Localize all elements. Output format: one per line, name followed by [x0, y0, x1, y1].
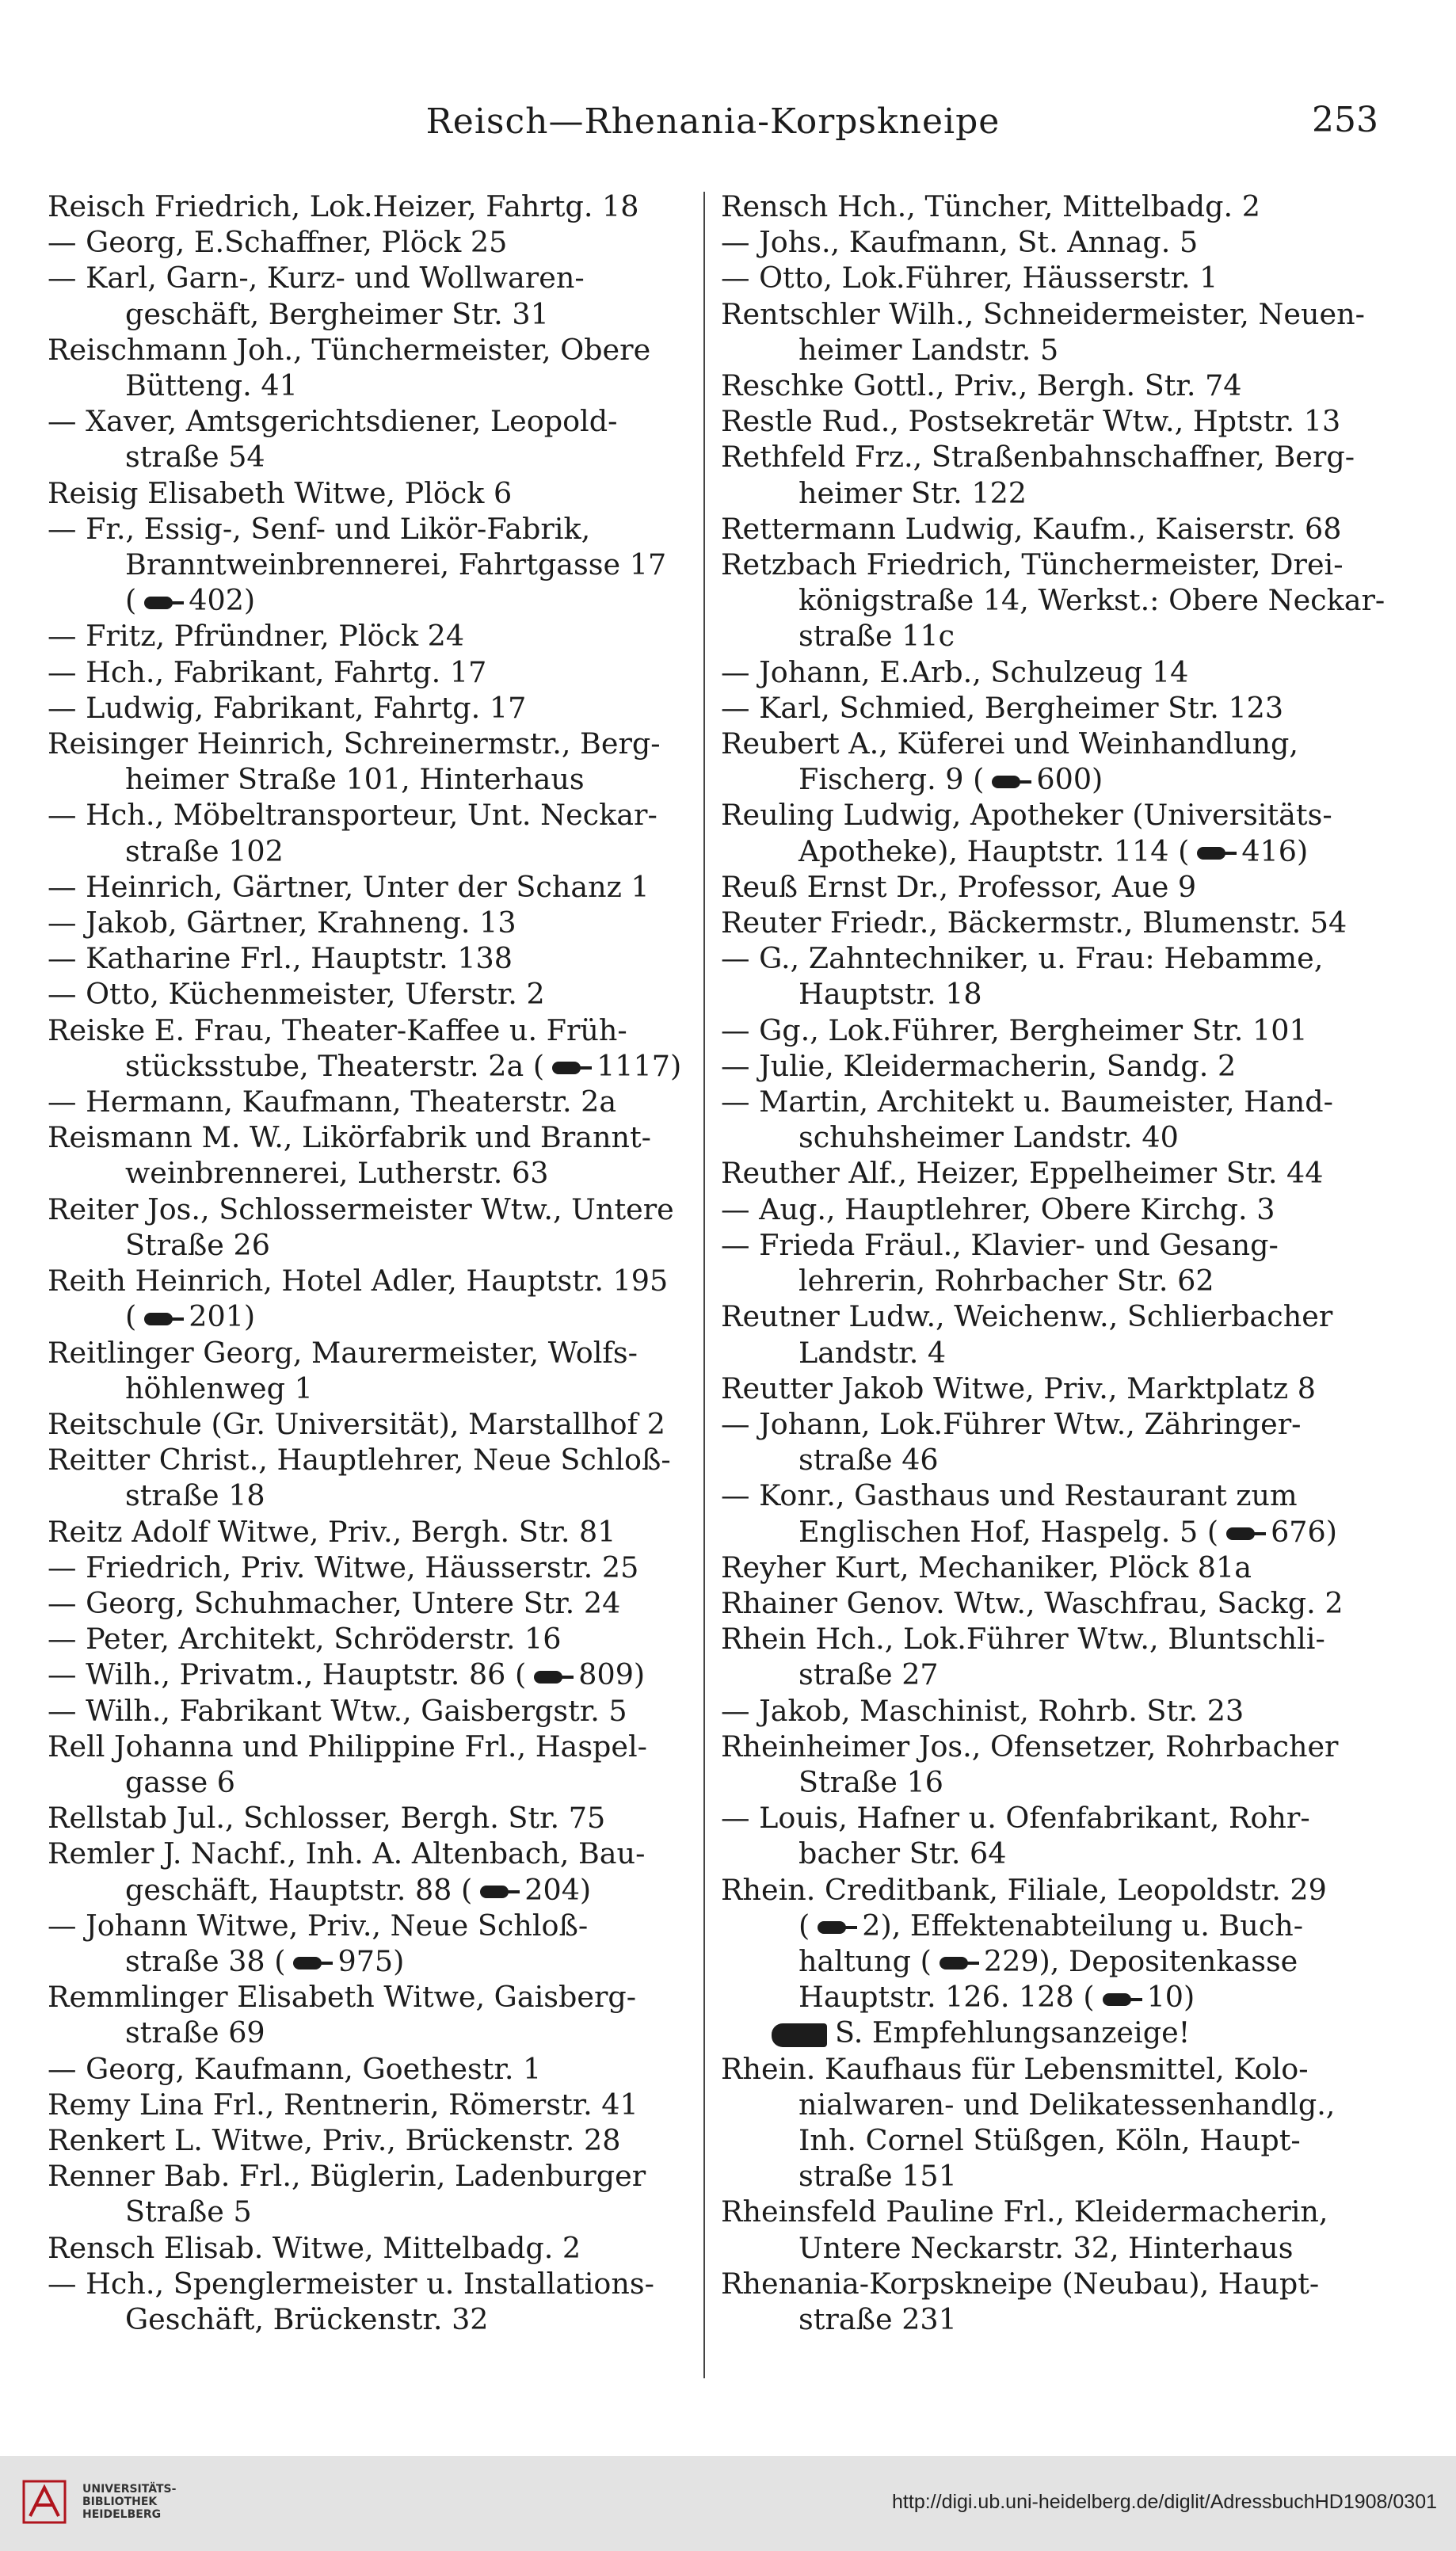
line-text: ) [393, 1943, 405, 1978]
phone-number: 201 [189, 1299, 244, 1334]
entry-continuation-line: Bütteng. 41 [125, 368, 298, 403]
entry-first-line: — Otto, Lok.Führer, Häusserstr. 1 [721, 261, 1218, 296]
line-text: Fischerg. 9 ( [799, 762, 985, 797]
entry-continuation-line: Geschäft, Brückenstr. 32 [125, 2301, 489, 2336]
entry-first-line: Rheinsfeld Pauline Frl., Kleidermacherin, [721, 2194, 1328, 2229]
entry-first-line: Reschke Gottl., Priv., Bergh. Str. 74 [721, 368, 1242, 403]
directory-entry [48, 1442, 697, 1513]
directory-entry [721, 296, 1370, 368]
directory-entry [48, 1585, 697, 1621]
entry-continuation-line: straße 69 [125, 2015, 265, 2050]
directory-line [48, 1943, 697, 1979]
entry-first-line: — Katharine Frl., Hauptstr. 138 [48, 941, 513, 976]
entry-first-line: Reuther Alf., Heizer, Eppelheimer Str. 44 [721, 1156, 1324, 1191]
directory-entry [48, 1550, 697, 1585]
line-text: geschäft, Hauptstr. 88 ( [125, 1872, 473, 1907]
directory-line [48, 1872, 697, 1908]
entry-first-line: — Louis, Hafner u. Ofenfabrikant, Rohr- [721, 1801, 1310, 1836]
entry-first-line: — Aug., Hauptlehrer, Obere Kirchg. 3 [721, 1192, 1275, 1226]
directory-entry [721, 224, 1370, 260]
directory-entry [48, 260, 697, 331]
entry-first-line: — Martin, Architekt u. Baumeister, Hand- [721, 1085, 1333, 1119]
directory-entry [721, 1550, 1370, 1585]
entry-first-line: Restle Rud., Postsekretär Wtw., Hptstr. 13 [721, 404, 1341, 439]
directory-entry [48, 618, 697, 654]
entry-first-line: — Jakob, Gärtner, Krahneng. 13 [48, 906, 516, 940]
telephone-icon [1098, 1992, 1144, 2007]
entry-continuation-line: Straße 26 [125, 1227, 270, 1262]
directory-entry [721, 1693, 1370, 1729]
directory-entry [721, 2015, 1370, 2050]
entry-first-line: — Ludwig, Fabrikant, Fahrtg. 17 [48, 690, 527, 725]
entry-continuation-line: straße 231 [799, 2301, 957, 2336]
entry-continuation-line: straße 102 [125, 833, 284, 868]
directory-entry [48, 2122, 697, 2158]
page-number: 253 [1312, 100, 1378, 140]
directory-entry [48, 905, 697, 940]
entry-first-line: Reiter Jos., Schlossermeister Wtw., Untere [48, 1192, 674, 1226]
entry-first-line: Reitz Adolf Witwe, Priv., Bergh. Str. 81 [48, 1514, 616, 1549]
line-text: Apotheke), Hauptstr. 114 ( [799, 833, 1190, 868]
directory-entry [48, 475, 697, 511]
directory-line [721, 761, 1370, 797]
directory-entry [721, 189, 1370, 224]
entry-first-line: — Fr., Essig-, Senf- und Likör-Fabrik, [48, 511, 591, 546]
telephone-icon [935, 1956, 981, 1970]
directory-line [721, 1908, 1370, 1943]
line-text: — Wilh., Privatm., Hauptstr. 86 ( [48, 1657, 527, 1692]
entry-first-line: — Georg, E.Schaffner, Plöck 25 [48, 225, 508, 260]
directory-entry [721, 1800, 1370, 1871]
entry-continuation-line: Straße 5 [125, 2194, 252, 2229]
entry-first-line: Reubert A., Küferei und Weinhandlung, [721, 726, 1298, 761]
directory-entry [721, 1621, 1370, 1692]
phone-number: 600 [1036, 762, 1092, 797]
directory-entry [48, 1084, 697, 1119]
line-text: haltung ( [799, 1943, 932, 1978]
directory-entry [48, 726, 697, 797]
directory-entry [48, 332, 697, 403]
entry-first-line: Rhainer Genov. Wtw., Waschfrau, Sackg. 2 [721, 1585, 1344, 1620]
directory-entry [721, 1155, 1370, 1191]
line-text: Hauptstr. 126. 128 ( [799, 1980, 1095, 2015]
directory-entry [721, 1192, 1370, 1227]
directory-entry [721, 797, 1370, 868]
directory-entry [721, 403, 1370, 439]
entry-continuation-line: schuhsheimer Landstr. 40 [799, 1120, 1179, 1155]
entry-first-line: — Xaver, Amtsgerichtsdiener, Leopold- [48, 404, 618, 439]
entry-first-line: — Frieda Fräul., Klavier- und Gesang- [721, 1227, 1279, 1262]
entry-first-line: Renkert L. Witwe, Priv., Brückenstr. 28 [48, 2122, 621, 2157]
entry-continuation-line: geschäft, Bergheimer Str. 31 [125, 296, 549, 331]
phone-number: 809 [578, 1657, 634, 1692]
entry-continuation-line: bacher Str. 64 [799, 1836, 1007, 1871]
directory-line [721, 1943, 1370, 1979]
entry-first-line: Reitter Christ., Hauptlehrer, Neue Schloß- [48, 1443, 671, 1478]
entry-continuation-line: weinbrennerei, Lutherstr. 63 [125, 1156, 549, 1191]
entry-continuation-line: straße 11c [799, 619, 955, 654]
directory-line [48, 1048, 697, 1084]
line-text: ) [633, 1657, 646, 1692]
telephone-icon [987, 775, 1033, 789]
directory-entry [48, 2266, 697, 2337]
entry-first-line: Reutter Jakob Witwe, Priv., Marktplatz 8 [721, 1371, 1316, 1405]
directory-entry [48, 1514, 697, 1550]
directory-line [48, 1657, 697, 1692]
line-text: ) [1325, 1514, 1337, 1549]
line-text: stücksstube, Theaterstr. 2a ( [125, 1048, 545, 1083]
entry-first-line: Reisch Friedrich, Lok.Heizer, Fahrtg. 18 [48, 189, 639, 223]
entry-first-line: — Johann Witwe, Priv., Neue Schloß- [48, 1908, 589, 1943]
line-text: ), Depositenkasse [1039, 1943, 1298, 1978]
directory-entry [721, 1872, 1370, 2015]
entry-first-line: — Johann, Lok.Führer Wtw., Zähringer- [721, 1406, 1302, 1441]
directory-entry [48, 1119, 697, 1191]
entry-first-line: Reyher Kurt, Mechaniker, Plöck 81a [721, 1550, 1252, 1584]
entry-first-line: — Gg., Lok.Führer, Bergheimer Str. 101 [721, 1012, 1308, 1047]
directory-entry [721, 1227, 1370, 1298]
line-text: ) [1092, 762, 1103, 797]
entry-first-line: Rellstab Jul., Schlosser, Bergh. Str. 75 [48, 1801, 606, 1836]
entry-first-line: Rensch Elisab. Witwe, Mittelbadg. 2 [48, 2230, 581, 2265]
library-name: UNIVERSITÄTS- BIBLIOTHEK HEIDELBERG [82, 2483, 177, 2521]
directory-entry [48, 1263, 697, 1334]
directory-entry [48, 869, 697, 905]
page-header [48, 93, 1378, 149]
directory-entry [721, 1084, 1370, 1155]
directory-entry [48, 1729, 697, 1800]
directory-entry [48, 224, 697, 260]
entry-first-line: — Otto, Küchenmeister, Uferstr. 2 [48, 977, 545, 1012]
phone-number: 1117 [597, 1048, 670, 1083]
entry-continuation-line: nialwaren- und Delikatessenhandlg., [799, 2087, 1336, 2122]
line-text: Englischen Hof, Haspelg. 5 ( [799, 1514, 1219, 1549]
directory-entry [721, 905, 1370, 940]
phone-number: 676 [1271, 1514, 1326, 1549]
entry-first-line: Reuter Friedr., Bäckermstr., Blumenstr. 54 [721, 906, 1347, 940]
right-column [721, 189, 1385, 2337]
entry-first-line: Rentschler Wilh., Schneidermeister, Neuen- [721, 296, 1365, 331]
directory-line [721, 1514, 1370, 1550]
directory-entry [48, 1192, 697, 1263]
entry-first-line: — Hch., Spenglermeister u. Installations- [48, 2266, 654, 2301]
entry-first-line: — Johann, E.Arb., Schulzeug 14 [721, 654, 1189, 689]
directory-entry [48, 1335, 697, 1406]
entry-first-line: Remmlinger Elisabeth Witwe, Gaisberg- [48, 1980, 637, 2015]
entry-continuation-line: Untere Neckarstr. 32, Hinterhaus [799, 2230, 1294, 2265]
entry-first-line: — Jakob, Maschinist, Rohrb. Str. 23 [721, 1693, 1244, 1728]
directory-line [721, 833, 1370, 869]
line-text: ) [579, 1872, 592, 1907]
entry-first-line: — Georg, Schuhmacher, Untere Str. 24 [48, 1585, 621, 1620]
directory-entry [48, 1800, 697, 1836]
directory-entry [48, 1908, 697, 1979]
phone-number: 10 [1146, 1980, 1184, 2015]
directory-entry [48, 189, 697, 224]
directory-entry [48, 2087, 697, 2122]
entry-first-line: — Hch., Fabrikant, Fahrtg. 17 [48, 654, 487, 689]
directory-entry [48, 2158, 697, 2229]
entry-first-line: Remler J. Nachf., Inh. A. Altenbach, Bau- [48, 1836, 646, 1871]
entry-first-line: Rhein. Creditbank, Filiale, Leopoldstr. 29 [721, 1872, 1327, 1907]
entry-first-line: Rensch Hch., Tüncher, Mittelbadg. 2 [721, 189, 1260, 223]
entry-first-line: — Hermann, Kaufmann, Theaterstr. 2a [48, 1085, 617, 1119]
directory-entry [721, 439, 1370, 510]
telephone-icon [475, 1885, 521, 1899]
entry-first-line: Rethfeld Frz., Straßenbahnschaffner, Berg- [721, 440, 1355, 475]
entry-phone-line: ( 201) [125, 1299, 256, 1334]
entry-first-line: Reischmann Joh., Tünchermeister, Obere [48, 332, 651, 367]
entry-continuation-line: straße 54 [125, 440, 265, 475]
entry-first-line: Renner Bab. Frl., Büglerin, Ladenburger [48, 2159, 646, 2194]
line-text: ) [1297, 833, 1309, 868]
directory-entry [48, 1621, 697, 1657]
directory-entry [721, 368, 1370, 403]
phone-number: 416 [1241, 833, 1297, 868]
directory-entry [721, 654, 1370, 690]
entry-continuation-line: heimer Straße 101, Hinterhaus [125, 762, 585, 797]
entry-first-line: — G., Zahntechniker, u. Frau: Hebamme, [721, 941, 1324, 976]
directory-entry [721, 1298, 1370, 1370]
entry-first-line: Reisinger Heinrich, Schreinermstr., Berg- [48, 726, 661, 761]
entry-first-line: — Friedrich, Priv. Witwe, Häusserstr. 25 [48, 1550, 639, 1584]
directory-entry [48, 1012, 697, 1084]
entry-continuation-line: höhlenweg 1 [125, 1371, 313, 1405]
directory-entry [721, 1729, 1370, 1800]
entry-first-line: — Hch., Möbeltransporteur, Unt. Neckar- [48, 798, 657, 833]
entry-first-line: — Peter, Architekt, Schröderstr. 16 [48, 1622, 562, 1657]
directory-entry [721, 1406, 1370, 1478]
telephone-icon [1222, 1527, 1267, 1541]
entry-first-line: — Georg, Kaufmann, Goethestr. 1 [48, 2051, 542, 2086]
line-text: ) [669, 1048, 682, 1083]
entry-first-line: Reisig Elisabeth Witwe, Plöck 6 [48, 475, 513, 510]
running-title: Reisch—Rhenania-Korpskneipe [425, 101, 1001, 142]
directory-entry [48, 976, 697, 1012]
entry-continuation-line: heimer Str. 122 [799, 475, 1027, 510]
directory-entry [721, 2266, 1370, 2337]
entry-first-line: Rhein Hch., Lok.Führer Wtw., Bluntschli- [721, 1622, 1325, 1657]
entry-continuation-line: Branntweinbrennerei, Fahrtgasse 17 [125, 547, 667, 582]
phone-number: 975 [337, 1943, 394, 1978]
directory-entry [721, 1478, 1370, 1549]
directory-entry [721, 869, 1370, 905]
directory-entry [48, 1657, 697, 1692]
directory-entry [48, 1836, 697, 1907]
directory-entry [721, 1012, 1370, 1048]
pointing-hand-icon [772, 2023, 827, 2047]
entry-first-line: — Karl, Garn-, Kurz- und Wollwaren- [48, 261, 585, 296]
entry-continuation-line: Straße 16 [799, 1764, 943, 1799]
line-text: straße 38 ( [125, 1943, 286, 1978]
entry-continuation-line: königstraße 14, Werkst.: Obere Neckar- [799, 583, 1385, 618]
entry-continuation-line: straße 27 [799, 1657, 939, 1692]
directory-entry [721, 2194, 1370, 2265]
directory-entry [721, 547, 1385, 654]
entry-first-line: Rhein. Kaufhaus für Lebensmittel, Kolo- [721, 2051, 1309, 2086]
entry-first-line: Rell Johanna und Philippine Frl., Haspel- [48, 1729, 648, 1764]
entry-continuation-line: Landstr. 4 [799, 1335, 947, 1370]
directory-entry [48, 2230, 697, 2266]
entry-first-line: Reuß Ernst Dr., Professor, Aue 9 [721, 869, 1197, 904]
footer-bar [0, 2456, 1456, 2551]
directory-entry [721, 726, 1370, 797]
reference-text: S. Empfehlungsanzeige! [835, 2015, 1191, 2050]
directory-entry [48, 1979, 697, 2050]
phone-number: 229 [983, 1943, 1039, 1978]
directory-entry [721, 940, 1370, 1012]
entry-first-line: — Konr., Gasthaus und Restaurant zum [721, 1478, 1298, 1513]
entry-continuation-line: gasse 6 [125, 1764, 236, 1799]
directory-entry [48, 2051, 697, 2087]
telephone-icon [139, 1312, 185, 1326]
entry-first-line: Reitlinger Georg, Maurermeister, Wolfs- [48, 1335, 638, 1370]
entry-phone-line: ( 402) [125, 583, 256, 618]
line-text: ) [1183, 1980, 1195, 2015]
entry-first-line: — Fritz, Pfründner, Plöck 24 [48, 619, 465, 654]
entry-first-line: Reutner Ludw., Weichenw., Schlierbacher [721, 1299, 1333, 1334]
entry-continuation-line: Hauptstr. 18 [799, 977, 982, 1012]
telephone-icon [529, 1670, 575, 1684]
directory-entry [48, 511, 697, 619]
directory-entry [721, 2051, 1370, 2194]
entry-continuation-line: straße 46 [799, 1443, 939, 1478]
directory-entry [48, 403, 697, 475]
phone-number: 204 [524, 1872, 580, 1907]
entry-first-line: Reismann M. W., Likörfabrik und Brannt- [48, 1120, 651, 1155]
entry-continuation-line: Inh. Cornel Stüßgen, Köln, Haupt- [799, 2122, 1301, 2157]
telephone-icon [1192, 846, 1238, 860]
line-text: ), Effektenabteilung u. Buch- [880, 1908, 1304, 1943]
entry-continuation-line: heimer Landstr. 5 [799, 332, 1059, 367]
telephone-icon [547, 1061, 593, 1075]
directory-entry [48, 1406, 697, 1442]
directory-entry [721, 690, 1370, 726]
directory-line [721, 1979, 1370, 2015]
entry-first-line: Reuling Ludwig, Apotheker (Universitäts- [721, 798, 1332, 833]
entry-first-line: — Heinrich, Gärtner, Unter der Schanz 1 [48, 869, 650, 904]
telephone-icon [139, 596, 185, 610]
entry-first-line: Remy Lina Frl., Rentnerin, Römerstr. 41 [48, 2087, 638, 2122]
entry-first-line: Reith Heinrich, Hotel Adler, Hauptstr. 195 [48, 1264, 669, 1298]
entry-first-line: — Karl, Schmied, Bergheimer Str. 123 [721, 690, 1284, 725]
cross-reference-note [721, 2015, 1370, 2050]
entry-first-line: Retzbach Friedrich, Tünchermeister, Drei- [721, 547, 1344, 582]
directory-entry [721, 1585, 1370, 1621]
entry-first-line: Rheinheimer Jos., Ofensetzer, Rohrbacher [721, 1729, 1339, 1764]
entry-continuation-line: straße 151 [799, 2159, 957, 2194]
entry-first-line: Reiske E. Frau, Theater-Kaffee u. Früh- [48, 1012, 627, 1047]
left-column [48, 189, 697, 2337]
directory-entry [721, 1048, 1370, 1084]
entry-first-line: — Wilh., Fabrikant Wtw., Gaisbergstr. 5 [48, 1693, 627, 1728]
entry-continuation-line: straße 18 [125, 1478, 265, 1513]
entry-continuation-line: lehrerin, Rohrbacher Str. 62 [799, 1264, 1214, 1298]
university-logo-icon [22, 2480, 67, 2524]
entry-first-line: Reitschule (Gr. Universität), Marstallhof 2 [48, 1406, 665, 1441]
entry-first-line: — Julie, Kleidermacherin, Sandg. 2 [721, 1048, 1237, 1083]
phone-number: 402 [189, 583, 244, 618]
source-url-link[interactable]: http://digi.ub.uni-heidelberg.de/diglit/AdressbuchHD1908/0301 [892, 2491, 1437, 2513]
directory-entry [48, 654, 697, 690]
directory-entry [48, 690, 697, 726]
directory-entry [48, 797, 697, 868]
entry-first-line: Rhenania-Korpskneipe (Neubau), Haupt- [721, 2266, 1320, 2301]
line-text: ( [799, 1908, 810, 1943]
telephone-icon [288, 1956, 334, 1970]
entry-first-line: — Johs., Kaufmann, St. Annag. 5 [721, 225, 1199, 260]
entry-first-line: Rettermann Ludwig, Kaufm., Kaiserstr. 68 [721, 511, 1342, 546]
directory-entry [721, 260, 1370, 296]
phone-number: 2 [862, 1908, 881, 1943]
directory-entry [721, 511, 1370, 547]
directory-entry [48, 1693, 697, 1729]
column-divider [703, 192, 705, 2378]
telephone-icon [813, 1920, 859, 1935]
directory-entry [721, 1371, 1370, 1406]
directory-entry [48, 940, 697, 976]
